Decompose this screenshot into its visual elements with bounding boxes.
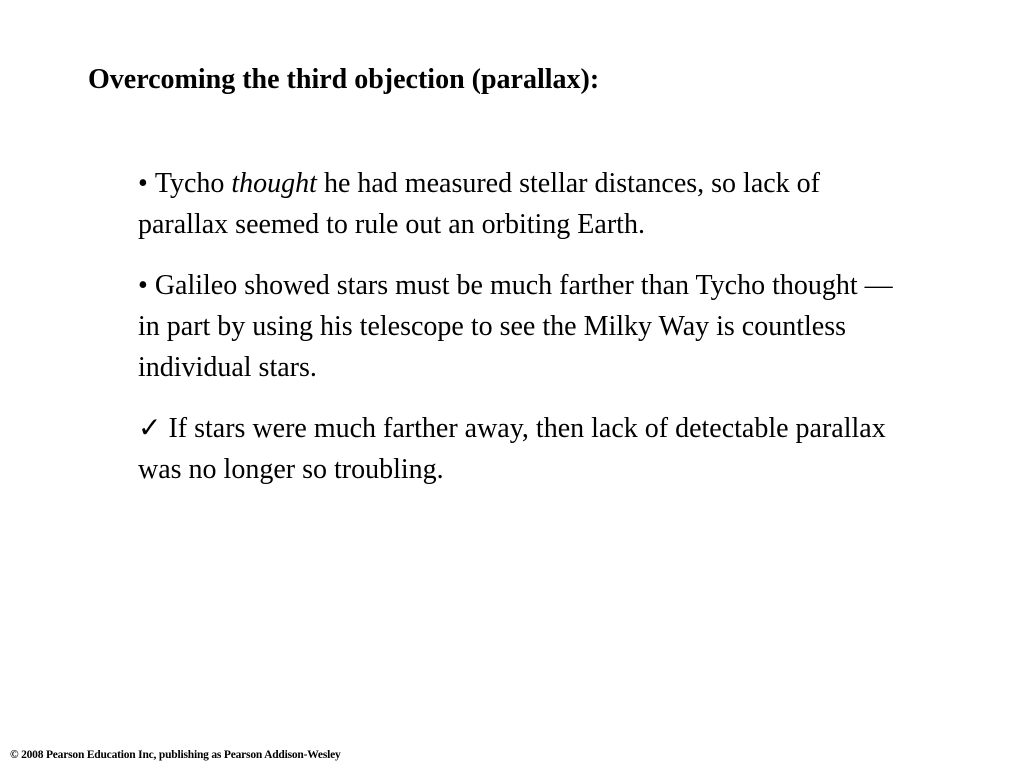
bullet-text: Galileo showed stars must be much farther than Tycho thought — in part by using his telescope to see the Milky Way is countless individual stars.: [138, 270, 893, 383]
check-mark-icon: ✓: [138, 413, 162, 444]
bullet-list: [138, 163, 898, 510]
bullet-emphasis: thought: [231, 168, 317, 199]
bullet-text-after: he had measured stellar distances, so lack of parallax seemed to rule out an orbiting Earth.: [138, 168, 820, 240]
bullet-item-tycho: [138, 163, 898, 245]
bullet-item-galileo: [138, 265, 898, 388]
bullet-text-before: Tycho: [154, 168, 225, 199]
slide-title: Overcoming the third objection (parallax):: [88, 64, 600, 95]
copyright-notice: © 2008 Pearson Education Inc, publishing as Pearson Addison-Wesley: [10, 749, 341, 761]
bullet-text: If stars were much farther away, then lack of detectable parallax was no longer so troubling.: [138, 413, 886, 485]
bullet-dot-icon: •: [138, 168, 148, 199]
bullet-item-conclusion: [138, 408, 898, 490]
bullet-dot-icon: •: [138, 270, 148, 301]
